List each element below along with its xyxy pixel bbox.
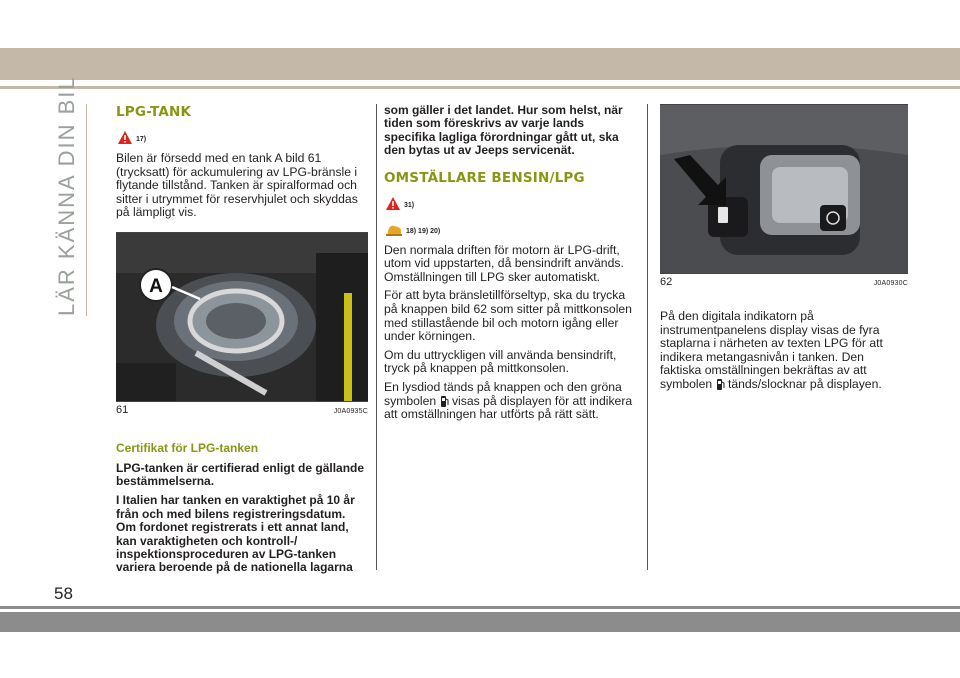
console-button-photo [660,105,908,273]
figure-62 [660,104,908,273]
paragraph-1 [660,310,908,392]
cert-heading: Certifikat för LPG-tanken [116,440,259,455]
figure-number: 61 [116,403,129,416]
warning-triangle-icon [386,197,400,210]
warning-triangle-icon [118,131,132,144]
warning-marker [118,126,368,144]
column-divider-2 [647,104,648,570]
chapter-rule [86,104,87,316]
lpg-symbol-icon [716,379,725,390]
section-heading-switch: OMSTÄLLARE BENSIN/LPG [384,169,585,186]
figure-61-caption [116,401,368,416]
warning-marker-1 [386,192,636,210]
figure-61 [116,232,368,401]
cert-paragraph-2: I Italien har tanken en varaktighet på 10 år från och med bilens registreringsdatum. Om fordonet registrerats i ett annat land, kan varaktigheten och kontroll-/ inspektionsproceduren av LPG-tanken variera beroende på de nationella lagarna [116,493,355,575]
paragraph-1-part-a: På den digitala indikatorn på instrumentpanelens display visas de fyra staplarna i närheten av texten LPG för att indikera metangasnivån i tanken. Den faktiska omställningen bekräftas av att symbolen [660,309,883,391]
page-number: 58 [54,584,73,603]
paragraph-1-part-b: tänds/slocknar på displayen. [727,376,882,391]
cert-paragraph-1: LPG-tanken är certifierad enligt de gällande bestämmelserna. [116,460,365,488]
paragraph-4-part-b: visas på displayen för att indikera att omställningen har utförts på rätt sätt. [384,393,633,422]
section-heading-lpg-tank: LPG-TANK [116,104,192,120]
warning-reference: 17) [136,136,147,143]
caution-marker [386,218,636,236]
callout-label-a: A [149,275,163,297]
lpg-tank-photo [116,233,368,401]
paragraph-4 [384,381,636,422]
column-3 [660,104,908,392]
caution-reference: 18) 19) 20) [406,227,441,235]
caution-hand-icon [386,224,402,236]
figure-code: J0A0935C [333,407,368,415]
top-band [0,48,960,80]
column-divider-1 [376,104,377,570]
column-2 [384,104,636,422]
figure-code: J0A0930C [873,280,908,287]
bottom-band [0,612,960,632]
figure-number: 62 [660,276,673,288]
warning-reference: 31) [404,201,415,209]
paragraph-3: Om du uttryckligen vill använda bensindrift, tryck på knappen på mittkonsolen. [384,347,617,376]
paragraph-4-part-a: En lysdiod tänds på knappen och den gröna symbolen [384,379,622,408]
lpg-symbol-icon [440,396,449,407]
paragraph-1: Den normala driften för motorn är LPG-drift, utom vid uppstarten, då bensindrift används. Omställningen till LPG sker automatiskt. [384,242,624,284]
figure-62-caption [660,273,908,288]
continued-paragraph: som gäller i det landet. Hur som helst, när tiden som föreskrivs av varje lands specifika lagliga förordningar gått ut, ska den bytas ut av Jeeps servicenät. [384,103,623,158]
bottom-band-line [0,606,960,609]
top-band-line [0,86,960,89]
chapter-title: LÄR KÄNNA DIN BIL [54,75,79,316]
column-1 [116,104,368,575]
intro-paragraph: Bilen är försedd med en tank A bild 61 (trycksatt) för ackumulering av LPG-bränsle i flytande tillstånd. Tanken är spiralformad och sitter i utrymmet för reservhjulet och skyddas på lämpligt vis. [116,151,358,220]
paragraph-2: För att byta bränsletillförseltyp, ska du trycka på knappen bild 62 som sitter på mittkonsolen med stillastående bil och motorn igång eller under körningen. [384,288,632,344]
